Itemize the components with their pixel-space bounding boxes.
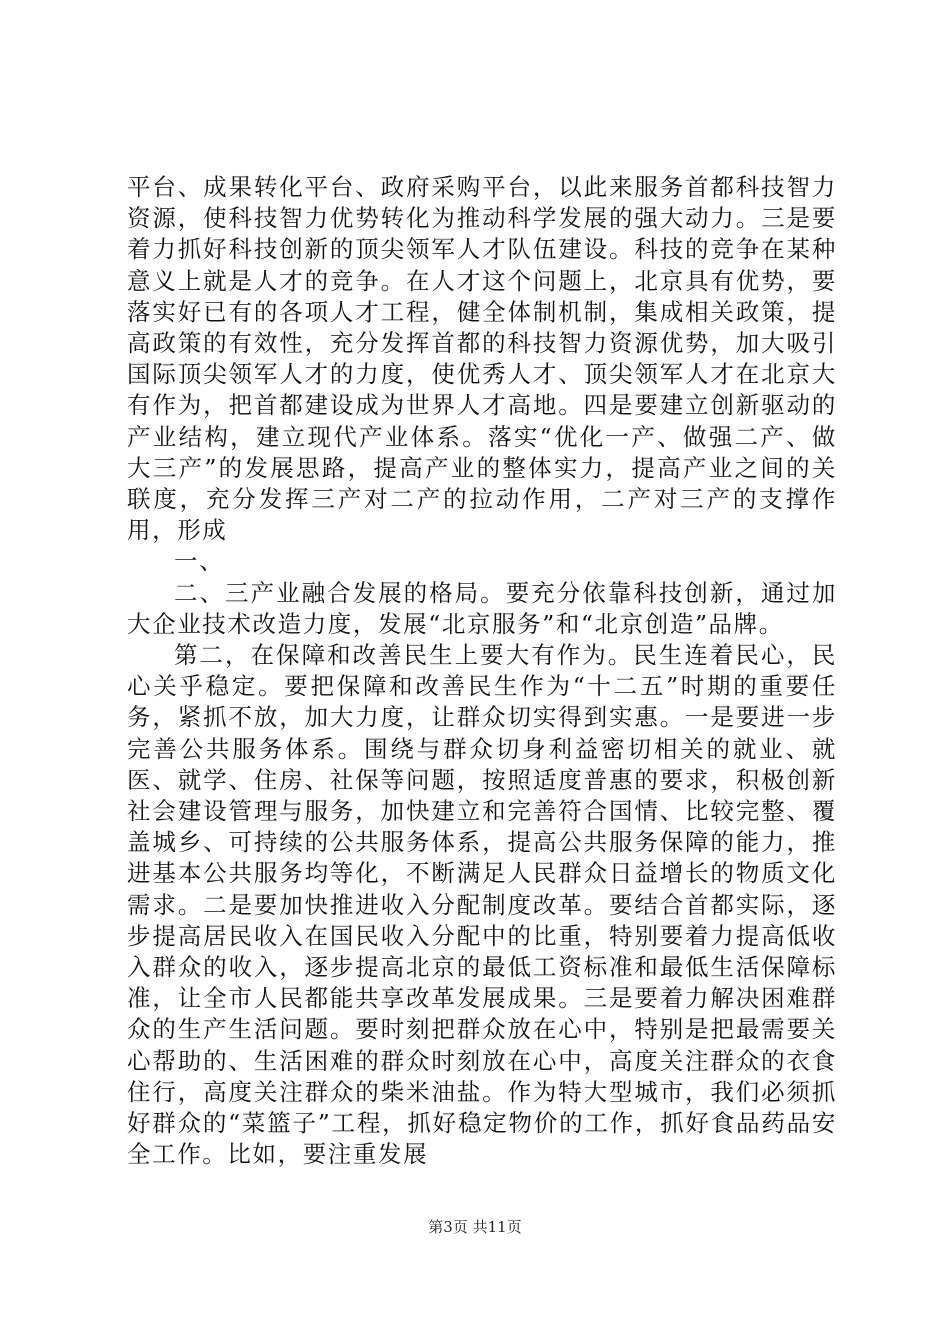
- body-text: [127, 172, 837, 1171]
- paragraph-4: 第二，在保障和改善民生上要大有作为。民生连着民心，民心关乎稳定。要把保障和改善民生作为“十二五”时期的重要任务，紧抓不放，加大力度，让群众切实得到实惠。一是要进一步完善公共服务体系。围绕与群众切身利益密切相关的就业、就医、就学、住房、社保等问题，按照适度普惠的要求，积极创新社会建设管理与服务，加快建立和完善符合国情、比较完整、覆盖城乡、可持续的公共服务体系，提高公共服务保障的能力，推进基本公共服务均等化，不断满足人民群众日益增长的物质文化需求。二是要加快推进收入分配制度改革。要结合首都实际，逐步提高居民收入在国民收入分配中的比重，特别要着力提高低收入群众的收入，逐步提高北京的最低工资标准和最低生活保障标准，让全市人民都能共享改革发展成果。三是要着力解决困难群众的生产生活问题。要时刻把群众放在心中，特别是把最需要关心帮助的、生活困难的群众时刻放在心中，高度关注群众的衣食住行，高度关注群众的柴米油盐。作为特大型城市，我们必须抓好群众的“菜篮子”工程，抓好稳定物价的工作，抓好食品药品安全工作。比如，要注重发展: [127, 641, 837, 1169]
- paragraph-1: 平台、成果转化平台、政府采购平台，以此来服务首都科技智力资源，使科技智力优势转化为推动科学发展的强大动力。三是要着力抓好科技创新的顶尖领军人才队伍建设。科技的竞争在某种意义上就是人才的竞争。在人才这个问题上，北京具有优势，要落实好已有的各项人才工程，健全体制机制，集成相关政策，提高政策的有效性，充分发挥首都的科技智力资源优势，加大吸引国际顶尖领军人才的力度，使优秀人才、顶尖领军人才在北京大有作为，把首都建设成为世界人才高地。四是要建立创新驱动的产业结构，建立现代产业体系。落实“优化一产、做强二产、做大三产”的发展思路，提高产业的整体实力，提高产业之间的关联度，充分发挥三产对二产的拉动作用，二产对三产的支撑作用，形成: [127, 173, 837, 545]
- paragraph-2: 一、: [174, 547, 225, 576]
- page-number-footer: 第3页 共11页: [428, 1218, 522, 1236]
- paragraph-3: 二、三产业融合发展的格局。要充分依靠科技创新，通过加大企业技术改造力度，发展“北京服务”和“北京创造”品牌。: [127, 578, 837, 638]
